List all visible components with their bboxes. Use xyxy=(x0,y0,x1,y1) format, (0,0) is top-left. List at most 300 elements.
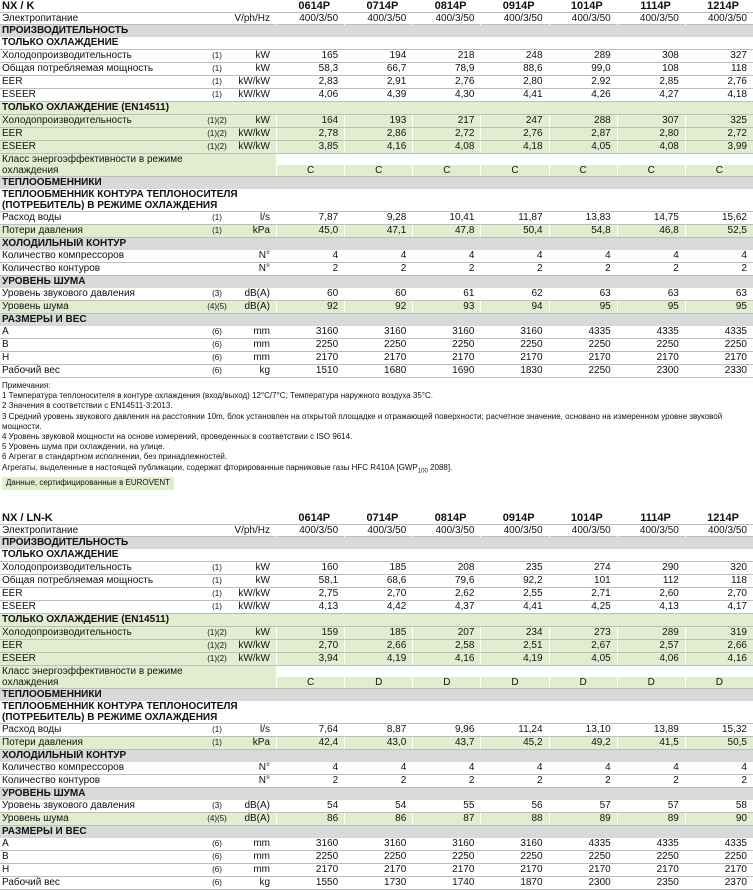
row-unit: mm xyxy=(253,863,270,875)
subsection-header xyxy=(0,549,753,562)
value-cell: 307 xyxy=(617,115,685,127)
value-cell: 4 xyxy=(412,250,480,262)
value-cell: 2 xyxy=(412,263,480,275)
value-cells xyxy=(276,13,753,25)
row-unit: N° xyxy=(258,774,270,786)
row-note: (1) xyxy=(212,51,222,60)
value-cell: 2170 xyxy=(549,864,617,876)
value-cell: 79,6 xyxy=(412,575,480,587)
row-note: (1)(2) xyxy=(207,142,227,151)
value-cell: 217 xyxy=(412,115,480,127)
row-note: (6) xyxy=(212,838,222,848)
value-cell: 4,06 xyxy=(276,89,344,101)
value-cell: 2250 xyxy=(480,339,548,351)
value-cell: 1114P xyxy=(617,512,685,524)
value-cell: 3,94 xyxy=(276,653,344,665)
table-header xyxy=(0,512,753,525)
value-cell: D xyxy=(480,666,548,688)
value-cells xyxy=(276,50,753,62)
row-note: (6) xyxy=(212,327,222,336)
data-row xyxy=(0,838,753,851)
value-cell: 58,3 xyxy=(276,63,344,75)
data-row xyxy=(0,601,753,614)
value-cell: 2 xyxy=(276,775,344,787)
value-cell: 4 xyxy=(549,762,617,774)
row-label: ТЕПЛООБМЕННИК КОНТУРА ТЕПЛОНОСИТЕЛЯ (ПОТРЕБИТЕЛЬ) В РЕЖИМЕ ОХЛАЖДЕНИЯ xyxy=(2,189,238,211)
value-cell: 86 xyxy=(276,813,344,825)
eurovent-badge: Данные, сертифицированные в EUROVENT xyxy=(2,477,174,489)
value-cell: 1214P xyxy=(685,0,753,12)
value-cell: 2170 xyxy=(617,352,685,364)
value-cell: 400/3/50 xyxy=(480,13,548,25)
spec-table-nx-ln-k xyxy=(0,512,753,890)
value-cells xyxy=(276,250,753,262)
data-row xyxy=(0,864,753,877)
value-cell: 1214P xyxy=(685,512,753,524)
value-cell: 2170 xyxy=(617,864,685,876)
row-label: Расход воды xyxy=(2,212,62,223)
row-unit: kW xyxy=(255,561,270,573)
section-header xyxy=(0,25,753,37)
value-cell: 41,5 xyxy=(617,737,685,749)
row-unit: kPa xyxy=(252,225,270,236)
value-cell: 308 xyxy=(617,50,685,62)
data-row xyxy=(0,352,753,365)
row-unit: l/s xyxy=(260,212,270,223)
value-cell: 88,6 xyxy=(480,63,548,75)
value-cell: 4335 xyxy=(685,326,753,338)
row-unit: mm xyxy=(253,339,270,350)
value-cell: 2,57 xyxy=(617,640,685,652)
row-note: (1) xyxy=(212,588,222,598)
value-cell: 4335 xyxy=(617,326,685,338)
value-cell: 2 xyxy=(412,775,480,787)
value-cell: 3160 xyxy=(480,326,548,338)
value-cell: 2,70 xyxy=(276,640,344,652)
value-cell: 42,4 xyxy=(276,737,344,749)
row-unit: mm xyxy=(253,837,270,849)
value-cell: 45,2 xyxy=(480,737,548,749)
value-cell: 3160 xyxy=(344,326,412,338)
value-cells xyxy=(276,301,753,313)
value-cells xyxy=(276,339,753,351)
row-note: (1) xyxy=(212,64,222,73)
row-label: ХОЛОДИЛЬНЫЙ КОНТУР xyxy=(2,238,127,249)
value-cell: 57 xyxy=(549,800,617,812)
value-cells xyxy=(276,666,753,688)
row-note: (6) xyxy=(212,340,222,349)
value-cell: 0814P xyxy=(412,512,480,524)
value-cell: 2,75 xyxy=(276,588,344,600)
data-row xyxy=(0,666,753,689)
value-cell: 289 xyxy=(617,627,685,639)
value-cell: 2 xyxy=(685,263,753,275)
row-unit: kW xyxy=(255,626,270,638)
value-cell: 89 xyxy=(549,813,617,825)
value-cell: D xyxy=(549,666,617,688)
value-cell: D xyxy=(344,666,412,688)
value-cell: 2 xyxy=(480,263,548,275)
row-label: Количество контуров xyxy=(2,774,101,786)
value-cell: 13,83 xyxy=(549,212,617,224)
row-label: Рабочий вес xyxy=(2,876,60,888)
value-cell: 400/3/50 xyxy=(549,13,617,25)
value-cell: 4,05 xyxy=(549,653,617,665)
row-label: ESEER xyxy=(2,652,36,664)
row-label: ПРОИЗВОДИТЕЛЬНОСТЬ xyxy=(2,25,129,36)
value-cells xyxy=(276,154,753,176)
row-note: (1)(2) xyxy=(207,116,227,125)
value-cell: 2 xyxy=(344,263,412,275)
value-cells xyxy=(276,737,753,749)
row-unit: kW/kW xyxy=(238,76,270,87)
power-supply-row xyxy=(0,525,753,537)
value-cell: 14,75 xyxy=(617,212,685,224)
data-row xyxy=(0,89,753,102)
value-cell: 2 xyxy=(549,263,617,275)
value-cell: 62 xyxy=(480,288,548,300)
value-cell: 95 xyxy=(617,301,685,313)
value-cell: 60 xyxy=(344,288,412,300)
row-label: ТОЛЬКО ОХЛАЖДЕНИЕ (EN14511) xyxy=(2,613,170,625)
value-cells xyxy=(276,0,753,12)
row-note: (6) xyxy=(212,366,222,375)
footnote: 1 Температура теплоносителя в контуре охлаждения (вход/выход) 12°C/7°C; Температура наружного воздуха 35°C. xyxy=(2,391,434,401)
value-cell: 2 xyxy=(480,775,548,787)
value-cell: 207 xyxy=(412,627,480,639)
row-label: ПРОИЗВОДИТЕЛЬНОСТЬ xyxy=(2,536,129,548)
row-label: Общая потребляемая мощность xyxy=(2,63,154,74)
value-cell: 4,19 xyxy=(480,653,548,665)
row-note: (1)(2) xyxy=(207,627,227,637)
value-cell: 1830 xyxy=(480,365,548,377)
data-row xyxy=(0,562,753,575)
value-cell: 2,86 xyxy=(344,128,412,140)
value-cells xyxy=(276,326,753,338)
value-cell: 248 xyxy=(480,50,548,62)
value-cell: 3160 xyxy=(344,838,412,850)
value-cell: 2,83 xyxy=(276,76,344,88)
value-cell: 4 xyxy=(344,762,412,774)
value-cells xyxy=(276,225,753,237)
row-unit: mm xyxy=(253,326,270,337)
value-cell: 86 xyxy=(344,813,412,825)
row-label: РАЗМЕРЫ И ВЕС xyxy=(2,314,87,325)
value-cell: C xyxy=(276,666,344,688)
row-label: EER xyxy=(2,639,23,651)
value-cell: 0714P xyxy=(344,512,412,524)
value-cell: 3,99 xyxy=(685,141,753,153)
row-note: (1)(2) xyxy=(207,653,227,663)
value-cell: 52,5 xyxy=(685,225,753,237)
data-row xyxy=(0,800,753,813)
value-cell: 2,70 xyxy=(344,588,412,600)
value-cell: 2,87 xyxy=(549,128,617,140)
row-note: (4)(5) xyxy=(207,813,227,823)
value-cell: 54 xyxy=(344,800,412,812)
value-cell: 274 xyxy=(549,562,617,574)
value-cell: 11,24 xyxy=(480,724,548,736)
data-row xyxy=(0,653,753,666)
value-cell: 2,72 xyxy=(685,128,753,140)
row-unit: kW/kW xyxy=(238,587,270,599)
value-cell: 58 xyxy=(685,800,753,812)
value-cell: 60 xyxy=(276,288,344,300)
value-cell: 1014P xyxy=(549,0,617,12)
value-cell: 4 xyxy=(276,250,344,262)
value-cell: 4,13 xyxy=(276,601,344,613)
value-cell: 3160 xyxy=(276,838,344,850)
value-cell: 4 xyxy=(685,762,753,774)
value-cell: 2250 xyxy=(685,339,753,351)
value-cell: 325 xyxy=(685,115,753,127)
data-row xyxy=(0,775,753,788)
value-cell: 2,71 xyxy=(549,588,617,600)
value-cell: 4,19 xyxy=(344,653,412,665)
row-label: Расход воды xyxy=(2,723,62,735)
gwp-subscript: 100 xyxy=(417,468,428,475)
row-unit: N° xyxy=(258,250,270,261)
value-cells xyxy=(276,800,753,812)
row-unit: kW xyxy=(255,115,270,126)
refrigerant-note xyxy=(2,463,750,477)
section-header xyxy=(0,537,753,549)
row-note: (1) xyxy=(212,77,222,86)
value-cell: 2350 xyxy=(617,877,685,889)
value-cell: 400/3/50 xyxy=(480,525,548,537)
value-cell: 61 xyxy=(412,288,480,300)
value-cell: 2,66 xyxy=(344,640,412,652)
subsection-header xyxy=(0,614,753,627)
row-unit: N° xyxy=(258,761,270,773)
section-header xyxy=(0,788,753,800)
value-cell: 95 xyxy=(549,301,617,313)
value-cell: 47,8 xyxy=(412,225,480,237)
value-cells xyxy=(276,352,753,364)
value-cell: 4,27 xyxy=(617,89,685,101)
value-cell: 319 xyxy=(685,627,753,639)
value-cells xyxy=(276,762,753,774)
value-cells xyxy=(276,775,753,787)
row-unit: kW/kW xyxy=(238,141,270,152)
value-cell: 218 xyxy=(412,50,480,62)
row-label: Электропитание xyxy=(2,13,79,24)
data-row xyxy=(0,365,753,378)
data-row xyxy=(0,76,753,89)
value-cell: 4,37 xyxy=(412,601,480,613)
row-unit: kW/kW xyxy=(238,639,270,651)
value-cell: 87 xyxy=(412,813,480,825)
value-cell: 92,2 xyxy=(480,575,548,587)
data-row xyxy=(0,851,753,864)
data-row xyxy=(0,288,753,301)
value-cell: C xyxy=(685,154,753,176)
value-cell: 208 xyxy=(412,562,480,574)
value-cell: 2370 xyxy=(685,877,753,889)
value-cell: C xyxy=(344,154,412,176)
data-row xyxy=(0,575,753,588)
value-cell: 7,64 xyxy=(276,724,344,736)
value-cell: 2,62 xyxy=(412,588,480,600)
value-cell: 2,91 xyxy=(344,76,412,88)
value-cell: 57 xyxy=(617,800,685,812)
row-label: УРОВЕНЬ ШУМА xyxy=(2,787,86,799)
row-label: EER xyxy=(2,128,23,139)
value-cell: C xyxy=(617,154,685,176)
value-cells xyxy=(276,640,753,652)
value-cell: 2250 xyxy=(344,851,412,863)
value-cell: 3160 xyxy=(276,326,344,338)
row-label: ТОЛЬКО ОХЛАЖДЕНИЕ xyxy=(2,548,119,560)
row-label: Класс энергоэффективности в режиме охлаждения xyxy=(2,665,183,688)
row-label: H xyxy=(2,863,10,875)
value-cell: 2250 xyxy=(276,851,344,863)
value-cell: 54 xyxy=(276,800,344,812)
value-cell: 2,85 xyxy=(617,76,685,88)
value-cell: 9,96 xyxy=(412,724,480,736)
row-unit: l/s xyxy=(260,723,270,735)
value-cell: 2250 xyxy=(344,339,412,351)
row-label: Количество компрессоров xyxy=(2,250,125,261)
row-unit: mm xyxy=(253,850,270,862)
value-cells xyxy=(276,653,753,665)
value-cell: 4,30 xyxy=(412,89,480,101)
row-note: (1) xyxy=(212,562,222,572)
section-header xyxy=(0,314,753,326)
row-label: ТЕПЛООБМЕННИКИ xyxy=(2,688,102,700)
value-cell: 2 xyxy=(685,775,753,787)
value-cell: 2250 xyxy=(685,851,753,863)
data-row xyxy=(0,627,753,640)
value-cell: 50,5 xyxy=(685,737,753,749)
data-row xyxy=(0,212,753,225)
value-cells xyxy=(276,627,753,639)
table-header xyxy=(0,0,753,13)
value-cell: 2,67 xyxy=(549,640,617,652)
value-cells xyxy=(276,575,753,587)
value-cell: 4,18 xyxy=(480,141,548,153)
value-cells xyxy=(276,76,753,88)
value-cell: 4,25 xyxy=(549,601,617,613)
section-header xyxy=(0,826,753,838)
value-cell: 4 xyxy=(276,762,344,774)
value-cell: 4 xyxy=(412,762,480,774)
value-cell: 2250 xyxy=(549,851,617,863)
value-cell: 112 xyxy=(617,575,685,587)
data-row xyxy=(0,737,753,750)
row-note: (1) xyxy=(212,601,222,611)
value-cell: 4,18 xyxy=(685,89,753,101)
value-cell: 3,85 xyxy=(276,141,344,153)
data-row xyxy=(0,263,753,276)
value-cells xyxy=(276,851,753,863)
footnote: 3 Средний уровень звукового давления на расстоянии 10m, блок установлен на открытой площадке и отражающей поверхности; расчетное значение, основано на измеренном уровне звуковой мощности. xyxy=(2,411,723,431)
row-label: Уровень шума xyxy=(2,301,69,312)
data-row xyxy=(0,250,753,263)
subsection-header xyxy=(0,189,753,212)
row-unit: N° xyxy=(258,263,270,274)
section-header xyxy=(0,177,753,189)
row-note: (1) xyxy=(212,226,222,235)
value-cells xyxy=(276,601,753,613)
value-cells xyxy=(276,864,753,876)
refrigerant-text-end: 2088]. xyxy=(427,462,453,472)
row-unit: V/ph/Hz xyxy=(234,13,270,24)
value-cell: 2170 xyxy=(276,352,344,364)
value-cell: 2330 xyxy=(685,365,753,377)
row-label: A xyxy=(2,837,9,849)
row-note: (1)(2) xyxy=(207,129,227,138)
value-cell: 1870 xyxy=(480,877,548,889)
value-cell: 118 xyxy=(685,575,753,587)
power-supply-row xyxy=(0,13,753,25)
value-cell: 2170 xyxy=(412,352,480,364)
value-cell: 2 xyxy=(617,775,685,787)
data-row xyxy=(0,762,753,775)
value-cell: 88 xyxy=(480,813,548,825)
row-label: Уровень звукового давления xyxy=(2,288,135,299)
data-row xyxy=(0,588,753,601)
value-cell: 2 xyxy=(617,263,685,275)
value-cell: 3160 xyxy=(412,326,480,338)
value-cell: 94 xyxy=(480,301,548,313)
value-cell: 49,2 xyxy=(549,737,617,749)
row-label: EER xyxy=(2,587,23,599)
value-cell: 327 xyxy=(685,50,753,62)
row-note: (1) xyxy=(212,90,222,99)
value-cell: 63 xyxy=(549,288,617,300)
value-cell: 164 xyxy=(276,115,344,127)
value-cells xyxy=(276,212,753,224)
value-cell: 2250 xyxy=(617,339,685,351)
value-cell: 9,28 xyxy=(344,212,412,224)
value-cell: 2,70 xyxy=(685,588,753,600)
value-cell: 4,08 xyxy=(412,141,480,153)
value-cells xyxy=(276,525,753,537)
value-cell: 2 xyxy=(549,775,617,787)
value-cell: 108 xyxy=(617,63,685,75)
row-unit: kW xyxy=(255,50,270,61)
value-cell: 43,0 xyxy=(344,737,412,749)
value-cell: 118 xyxy=(685,63,753,75)
value-cell: 288 xyxy=(549,115,617,127)
row-unit: kg xyxy=(259,876,270,888)
value-cell: 320 xyxy=(685,562,753,574)
value-cells xyxy=(276,588,753,600)
row-label: Количество контуров xyxy=(2,263,101,274)
value-cells xyxy=(276,288,753,300)
value-cell: 11,87 xyxy=(480,212,548,224)
value-cell: 4,41 xyxy=(480,89,548,101)
value-cell: C xyxy=(480,154,548,176)
value-cell: 4 xyxy=(617,250,685,262)
value-cell: 400/3/50 xyxy=(412,525,480,537)
value-cell: 1690 xyxy=(412,365,480,377)
row-unit: kW/kW xyxy=(238,652,270,664)
row-label: ТОЛЬКО ОХЛАЖДЕНИЕ xyxy=(2,37,119,48)
value-cell: 2,66 xyxy=(685,640,753,652)
value-cell: 2170 xyxy=(412,864,480,876)
value-cell: 247 xyxy=(480,115,548,127)
value-cell: 2170 xyxy=(480,352,548,364)
section-header xyxy=(0,689,753,701)
value-cell: 8,87 xyxy=(344,724,412,736)
value-cell: 2,80 xyxy=(480,76,548,88)
data-row xyxy=(0,326,753,339)
value-cell: 1680 xyxy=(344,365,412,377)
value-cell: 0914P xyxy=(480,0,548,12)
value-cell: 56 xyxy=(480,800,548,812)
